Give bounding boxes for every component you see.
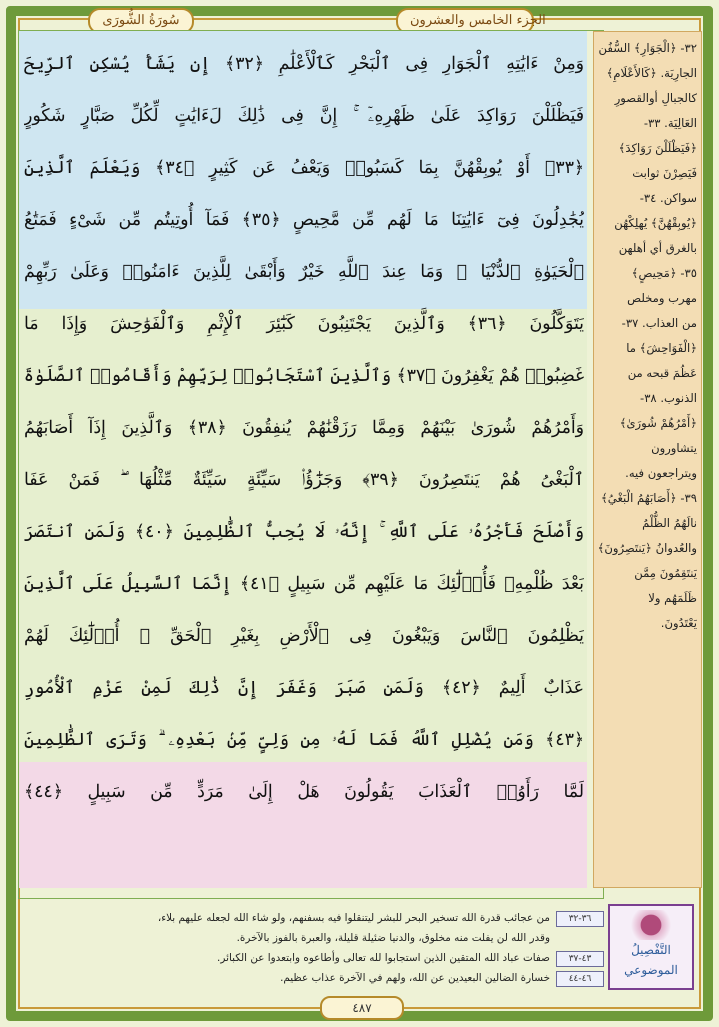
glossary-line: كالجبالِ أوالقصورِ [614, 91, 697, 105]
page-number: ٤٨٧ [320, 996, 404, 1020]
verse-range-badge: ٤٣-٣٧ [556, 951, 604, 967]
logo-line-2: الموضوعي [624, 963, 678, 977]
glossary-line: بالغرق أي أهلهن [618, 241, 697, 255]
verse-line: ٱلْبَغْىُ هُمْ يَنتَصِرُونَ ﴿٣٩﴾ وَجَزَٰٓؤُا۟ سَيِّئَةٍ سَيِّئَةٌ مِّثْلُهَا ۖ فَمَنْ عَفَا [24, 470, 584, 490]
glossary-sidebar [593, 31, 702, 888]
glossary-line: فَيَصِرْنَ ثوابت [632, 166, 697, 180]
topic-note [26, 908, 604, 928]
glossary-line: ٣٢- ﴿الْجَوَارِ﴾ السُّفُن [598, 41, 697, 55]
footer-notes-panel [18, 900, 702, 996]
glossary-line: ﴿يُوبِقْهُنَّ﴾ يُهلِكْهُن [614, 216, 697, 230]
topic-note-text: وقدر الله لن يفلت منه مخلوق، والدنيا ضئيلة قليلة، والعبرة بالفوز بالآخرة. [236, 932, 550, 944]
topic-note [26, 948, 604, 968]
glossary-line: ٣٥- ﴿مَحِيصٍ﴾ [631, 266, 697, 280]
verse-range-badge: ٤٦-٤٤ [556, 971, 604, 987]
verse-line: ﴿٤٣﴾ وَمَن يُضْلِلِ ٱللَّهُ فَمَا لَهُۥ مِن وَلِىٍّ مِّنۢ بَعْدِهِۦ ۗ وَتَرَى ٱلظَّٰلِمِينَ [24, 730, 584, 750]
topic-note-text: خسارة الضالين البعيدين عن الله، ولهم في الآخرة عذاب عظيم. [280, 972, 550, 984]
topic-notes [26, 908, 604, 988]
flower-ornament-icon [621, 910, 681, 940]
glossary-line: العَالِيَة. ٣٣- [643, 116, 697, 130]
verse-line: فَيَظْلَلْنَ رَوَاكِدَ عَلَىٰ ظَهْرِهِۦٓ ۚ إِنَّ فِى ذَٰلِكَ لَءَايَٰتٍ لِّكُلِّ صَبَّارٍ شَكُورٍ [24, 106, 584, 126]
verse-line: وَمِنْ ءَايَٰتِهِ ٱلْجَوَارِ فِى ٱلْبَحْرِ كَٱلْأَعْلَٰمِ ﴿٣٢﴾ إِن يَشَأْ يُسْكِنِ ٱلرِّيحَ [24, 54, 584, 74]
verse-line: ﴿٣٣﴾ أَوْ يُوبِقْهُنَّ بِمَا كَسَبُوا۟ وَيَعْفُ عَن كَثِيرٍ ﴿٣٤﴾ وَيَعْلَمَ ٱلَّذِينَ [24, 158, 584, 178]
verse-line: ٱلْحَيَوٰةِ ٱلدُّنْيَا ۖ وَمَا عِندَ ٱللَّهِ خَيْرٌ وَأَبْقَىٰ لِلَّذِينَ ءَامَنُوا۟ وَعَلَىٰ رَبِّهِمْ [24, 262, 584, 282]
glossary-line: يَنتَقِمُونَ مِمَّن [634, 566, 697, 580]
verse-line: لَمَّا رَأَوُا۟ ٱلْعَذَابَ يَقُولُونَ هَلْ إِلَىٰ مَرَدٍّ مِّن سَبِيلٍ ﴿٤٤﴾ [24, 782, 584, 802]
verse-line: وَأَصْلَحَ فَأَجْرُهُۥ عَلَى ٱللَّهِ ۚ إِنَّهُۥ لَا يُحِبُّ ٱلظَّٰلِمِينَ ﴿٤٠﴾ وَلَمَنِ ٱنتَصَرَ [24, 522, 584, 542]
glossary-line: الذنوب. ٣٨- [640, 391, 697, 405]
glossary-line: عَظُمَ قبحه من [627, 366, 697, 380]
verse-line: غَضِبُوا۟ هُمْ يَغْفِرُونَ ﴿٣٧﴾ وَٱلَّذِينَ ٱسْتَجَابُوا۟ لِرَبِّهِمْ وَأَقَامُوا۟ ٱلصَّلَوٰةَ [24, 366, 584, 386]
glossary-line: نالَهُمُ الظُّلْمُ [642, 516, 697, 530]
verse-range-badge: ٣٦-٣٢ [556, 911, 604, 927]
glossary-line: يتشاورون [651, 441, 697, 455]
glossary-line: ﴿فَيَظْلَلْنَ رَوَاكِدَ﴾ [618, 141, 697, 155]
glossary-line: ويتراجعون فيه. [625, 466, 697, 480]
glossary-line: الجارِيَة. ﴿كَالأَعْلَامِ﴾ [606, 66, 697, 80]
glossary-line: مهرب ومخلص [627, 291, 697, 305]
topic-note-text: صفات عباد الله المتقين الذين استجابوا لله تعالى وأطاعوه وابتعدوا عن الكبائر. [217, 952, 550, 964]
glossary-line: يَعْتَدُونَ. [660, 616, 697, 630]
verse-line: بَعْدَ ظُلْمِهِۦ فَأُو۟لَٰٓئِكَ مَا عَلَيْهِم مِّن سَبِيلٍ ﴿٤١﴾ إِنَّمَا ٱلسَّبِيلُ عَلَى ٱلَّذِينَ [24, 574, 584, 594]
glossary-line: ﴿أَمْرُهُمْ شُورَىٰ﴾ [619, 416, 697, 430]
glossary-line: ﴿الْفَوَاحِشَ﴾ ما [626, 341, 697, 355]
logo-line-1: التَّفْصِيلُ [631, 943, 671, 957]
glossary-line: من العذاب. ٣٧- [621, 316, 697, 330]
glossary-line: ٣٩- ﴿أَصَابَهُمُ الْبَغْيُ﴾ [600, 491, 697, 505]
thematic-logo [608, 904, 694, 990]
verse-line: عَذَابٌ أَلِيمٌ ﴿٤٢﴾ وَلَمَن صَبَرَ وَغَفَرَ إِنَّ ذَٰلِكَ لَمِنْ عَزْمِ ٱلْأُمُورِ [24, 678, 584, 698]
juz-name-badge: الجزء الخامس والعشرون [396, 8, 534, 34]
glossary-line: والعُدوانُ ﴿يَنتَصِرُونَ﴾ [598, 541, 697, 555]
topic-note [26, 928, 604, 948]
verse-line: يَتَوَكَّلُونَ ﴿٣٦﴾ وَٱلَّذِينَ يَجْتَنِبُونَ كَبَٰٓئِرَ ٱلْإِثْمِ وَٱلْفَوَٰحِشَ وَإِذَا مَا [24, 314, 584, 334]
topic-note [26, 968, 604, 988]
verse-line: يُجَٰدِلُونَ فِىٓ ءَايَٰتِنَا مَا لَهُم مِّن مَّحِيصٍ ﴿٣٥﴾ فَمَآ أُوتِيتُم مِّن شَىْءٍ فَمَتَٰعُ [24, 210, 584, 230]
verse-line: يَظْلِمُونَ ٱلنَّاسَ وَيَبْغُونَ فِى ٱلْأَرْضِ بِغَيْرِ ٱلْحَقِّ ۚ أُو۟لَٰٓئِكَ لَهُمْ [24, 626, 584, 646]
topic-note-text: من عجائب قدرة الله تسخير البحر للبشر ليتنقلوا فيه بسفنهم، ولو شاء الله لجعله عليهم بلاء، [157, 912, 550, 924]
verses-block [24, 38, 584, 818]
glossary-line: ظَلَمَهُم ولا [648, 591, 697, 605]
verse-line: وَأَمْرُهُمْ شُورَىٰ بَيْنَهُمْ وَمِمَّا رَزَقْنَٰهُمْ يُنفِقُونَ ﴿٣٨﴾ وَٱلَّذِينَ إِذَآ أَصَابَهُمُ [24, 418, 584, 438]
glossary-line: سواكن. ٣٤- [639, 191, 697, 205]
surah-name-badge: سُورَةُ الشُّورَى [88, 8, 194, 34]
